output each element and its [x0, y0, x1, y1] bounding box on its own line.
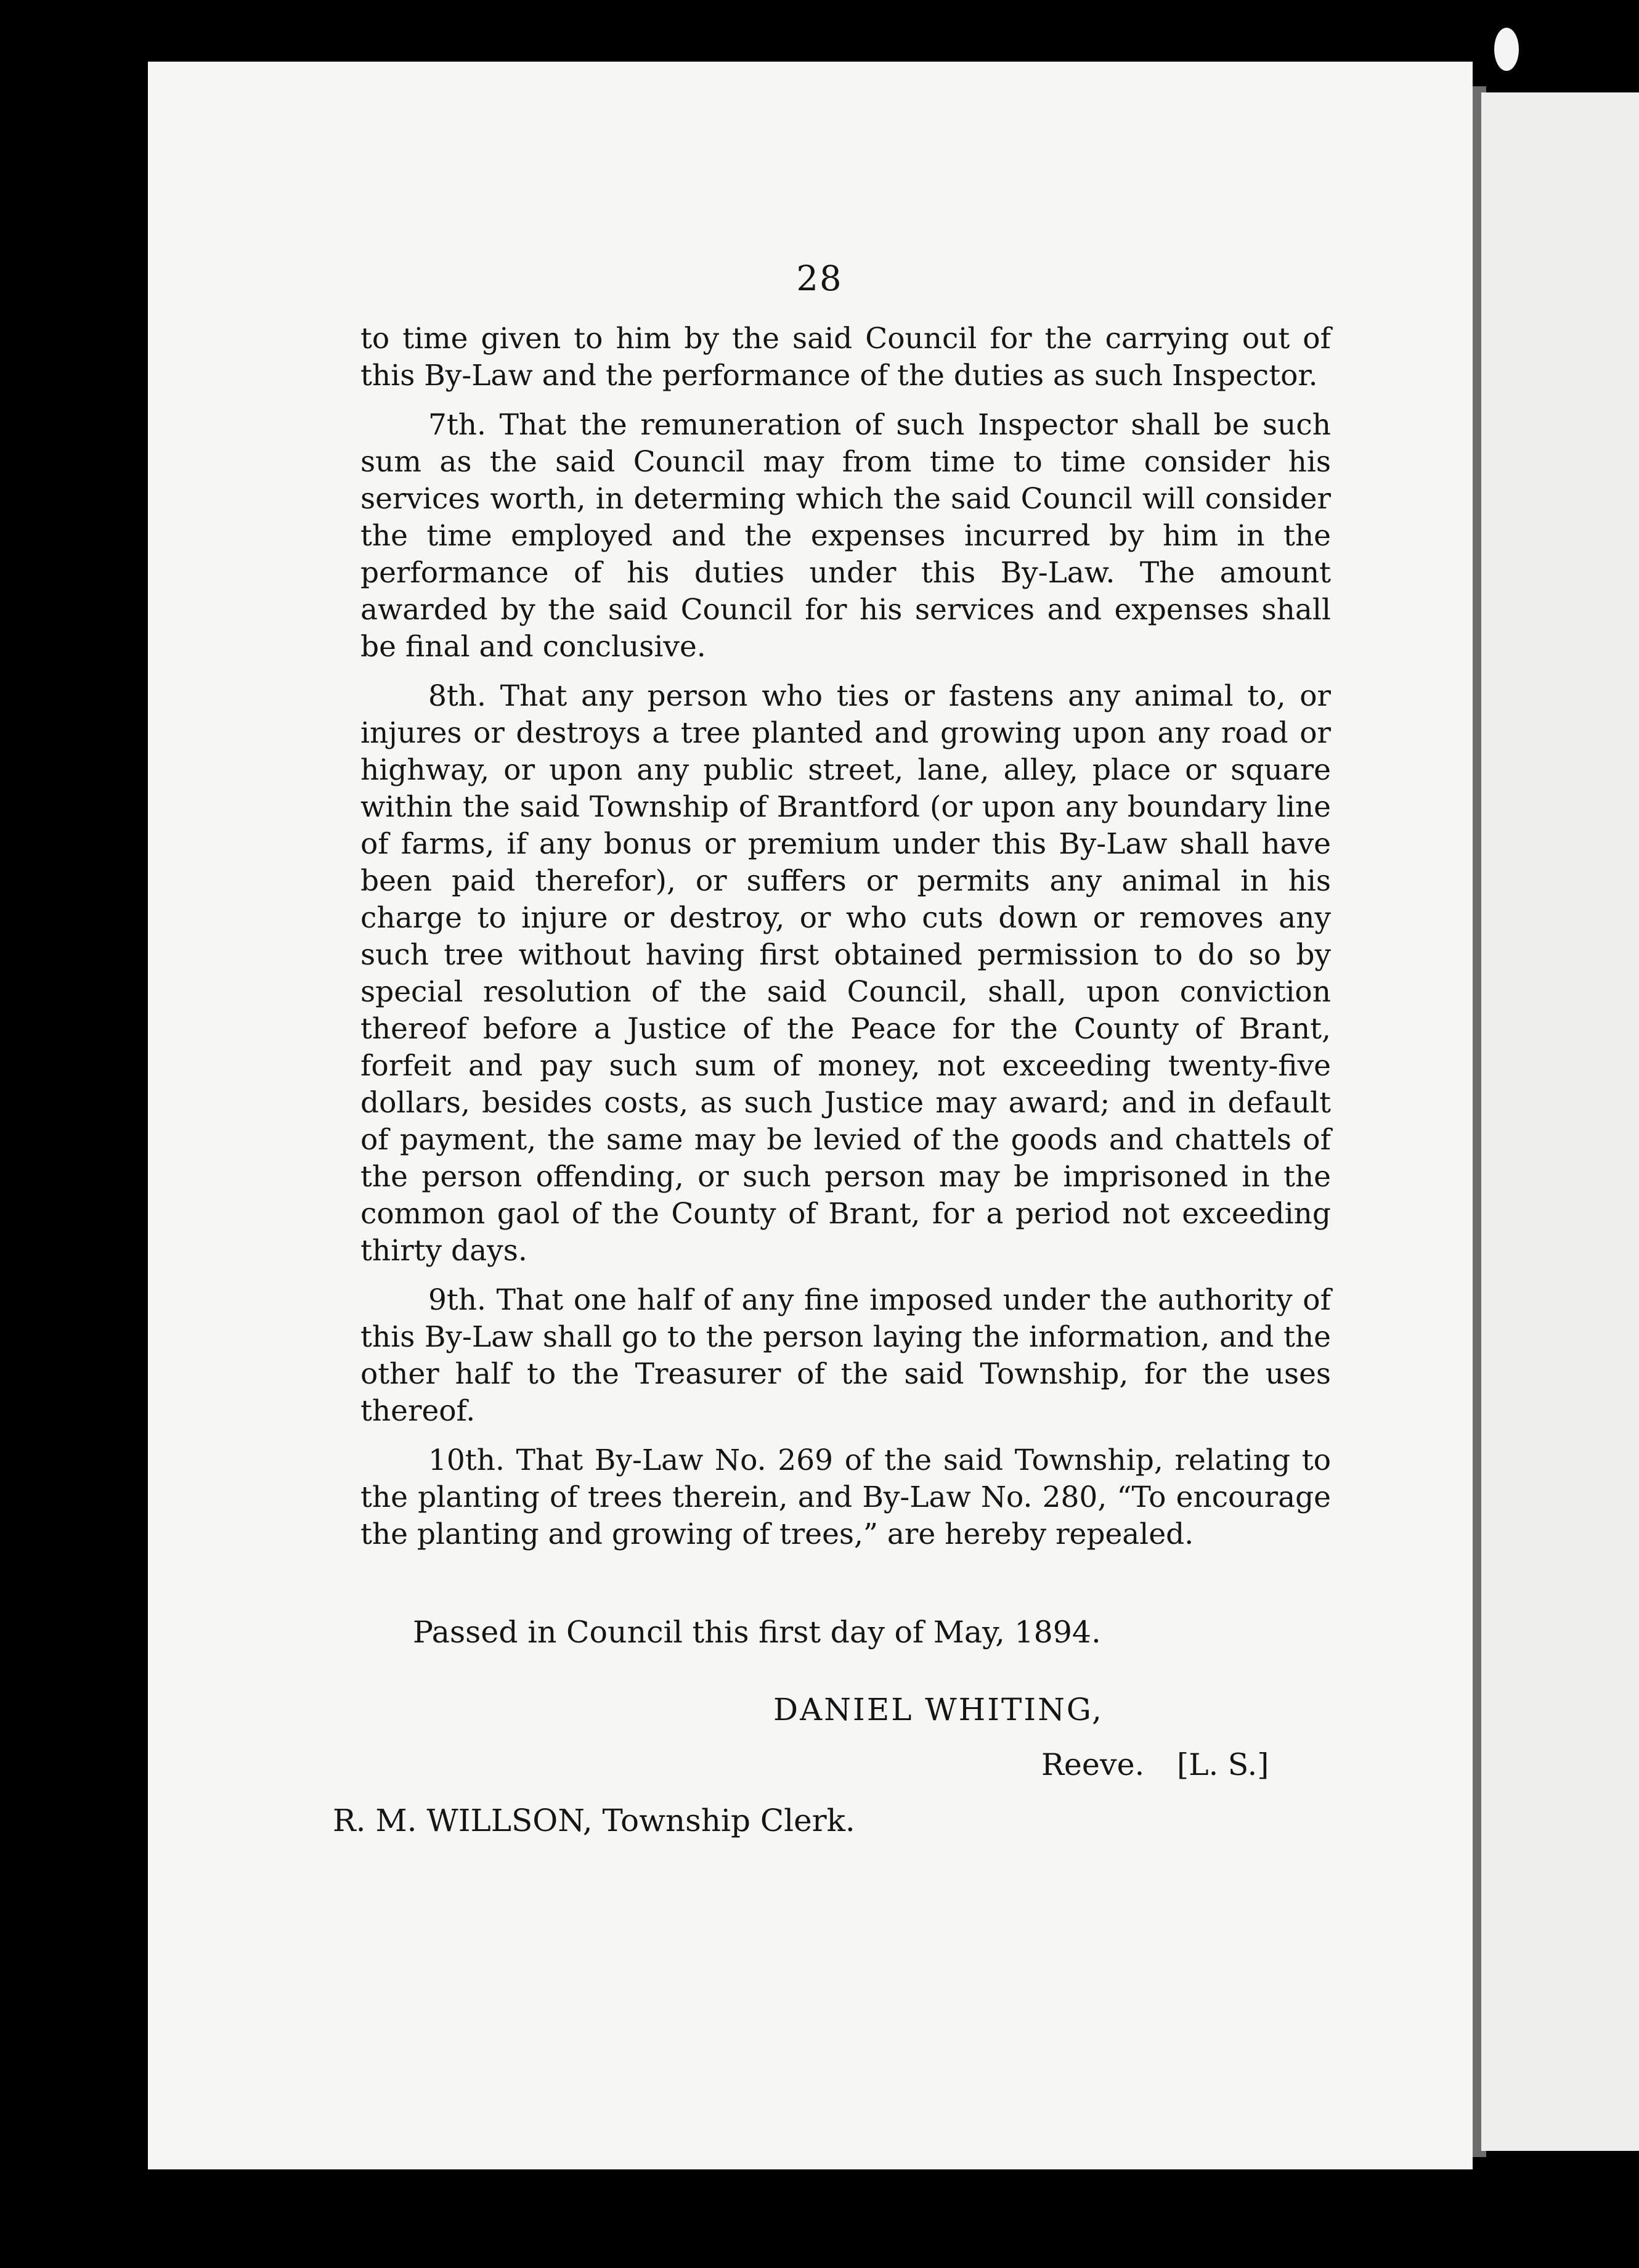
clerk-signature: R. M. WILLSON, Township Clerk. — [333, 1803, 855, 1838]
body-text — [360, 320, 1331, 1565]
page-number: 28 — [796, 259, 843, 299]
paragraph-clause-8th: 8th. That any person who ties or fastens any animal to, or injures or destroys a tree planted and growing upon any road or highway, or upon any public street, lane, alley, place or square within the said Township of Brantford (or upon any boundary line of farms, if any bonus or premium under this By-Law shall have been paid therefor), or suffers or permits any animal in his charge to injure or destroy, or who cuts down or removes any such tree without having first obtained permission to do so by special resolution of the said Council, shall, upon conviction thereof before a Justice of the Peace for the County of Brant, forfeit and pay such sum of money, not exceeding twenty-five dollars, besides costs, as such Justice may award; and in default of payment, the same may be levied of the goods and chattels of the person offending, or such person may be imprisoned in the common gaol of the County of Brant, for a period not exceeding thirty days. — [360, 679, 1331, 1268]
passed-in-council-line: Passed in Council this first day of May, 1894. — [413, 1615, 1101, 1650]
paragraph-clause-9th: 9th. That one half of any fine imposed under the authority of this By-Law shall go to the person laying the information, and the other half to the Treasurer of the said Township, for the uses thereof. — [360, 1283, 1331, 1428]
scan-speck — [1494, 28, 1519, 71]
reeve-signature-name: DANIEL WHITING, — [773, 1692, 1104, 1728]
seal-mark: [L. S.] — [1177, 1747, 1269, 1782]
paragraph-clause-7th: 7th. That the remuneration of such Inspector shall be such sum as the said Council may from time to time consider his services worth, in determing which the said Council will consider the time employed and the expenses incurred by him in the performance of his duties under this By-Law. The amount awarded by the said Council for his services and expenses shall be final and conclusive. — [360, 408, 1331, 664]
paragraph-continuation: to time given to him by the said Council for the carrying out of this By-Law and the performance of the duties as such Inspector. — [360, 322, 1331, 393]
adjacent-page-edge — [1481, 92, 1639, 2151]
reeve-title: Reeve. — [1041, 1747, 1145, 1782]
paragraph-clause-10th: 10th. That By-Law No. 269 of the said Township, relating to the planting of trees therein, and By-Law No. 280, “To encourage the planting and growing of trees,” are hereby repealed. — [360, 1443, 1331, 1551]
